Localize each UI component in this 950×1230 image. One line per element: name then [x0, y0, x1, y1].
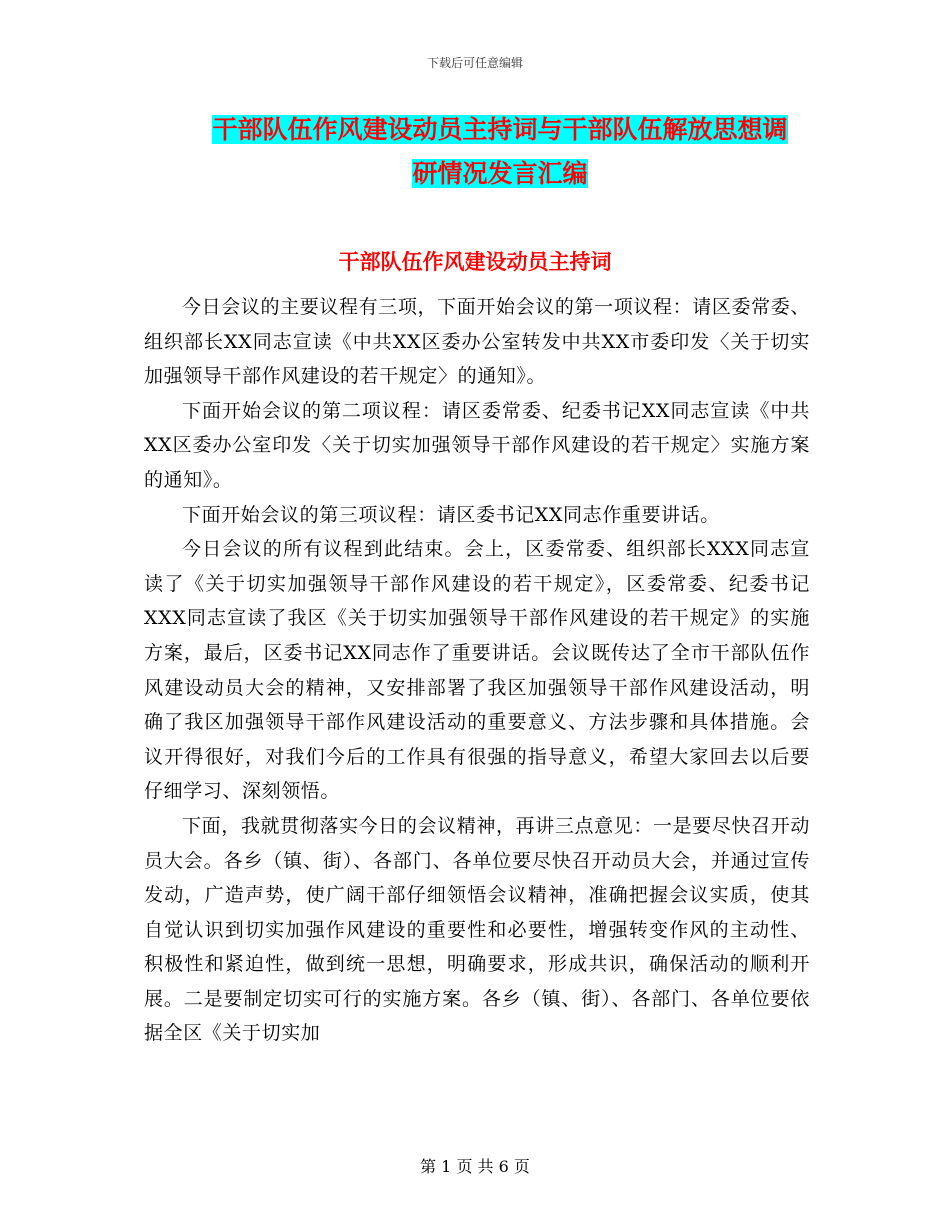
document-title-line-1: 干部队伍作风建设动员主持词与干部队伍解放思想调 [212, 115, 788, 144]
header-note: 下载后可任意编辑 [426, 56, 523, 70]
document-body [144, 290, 810, 1051]
body-paragraph-5: 下面，我就贯彻落实今日的会议精神，再讲三点意见：一是要尽快召开动员大会。各乡（镇、街）、各部门、各单位要尽快召开动员大会，并通过宣传发动，广造声势，使广阔干部仔细领悟会议精神，准确把握会议实质，使其自觉认识到切实加强作风建设的重要性和必要性，增强转变作风的主动性、积极性和紧迫性，做到统一思想，明确要求，形成共识，确保活动的顺利开展。二是要制定切实可行的实施方案。各乡（镇、街）、各部门、各单位要依据全区《关于切实加 [144, 814, 810, 1045]
body-paragraph-2: 下面开始会议的第二项议程：请区委常委、纪委书记XX同志宣读《中共XX区委办公室印发〈关于切实加强领导干部作风建设的若干规定〉实施方案的通知》。 [144, 399, 810, 491]
section-title: 干部队伍作风建设动员主持词 [338, 250, 612, 274]
page-number-footer: 第 1 页 共 6 页 [420, 1157, 530, 1176]
body-paragraph-3: 下面开始会议的第三项议程：请区委书记XX同志作重要讲话。 [182, 503, 720, 526]
document-title [190, 108, 810, 196]
document-title-line-2: 研情况发言汇编 [412, 159, 588, 188]
body-paragraph-4: 今日会议的所有议程到此结束。会上，区委常委、组织部长XXX同志宣读了《关于切实加强领导干部作风建设的若干规定》，区委常委、纪委书记XXX同志宣读了我区《关于切实加强领导干部作风建设的若干规定》的实施方案，最后，区委书记XX同志作了重要讲话。会议既传达了全市干部队伍作风建设动员大会的精神，又安排部署了我区加强领导干部作风建设活动，明确了我区加强领导干部作风建设活动的重要意义、方法步骤和具体措施。会议开得很好，对我们今后的工作具有很强的指导意义，希望大家回去以后要仔细学习、深刻领悟。 [144, 538, 810, 803]
body-paragraph-1: 今日会议的主要议程有三项，下面开始会议的第一项议程：请区委常委、组织部长XX同志宣读《中共XX区委办公室转发中共XX市委印发〈关于切实加强领导干部作风建设的若干规定〉的通知》。 [144, 296, 810, 388]
